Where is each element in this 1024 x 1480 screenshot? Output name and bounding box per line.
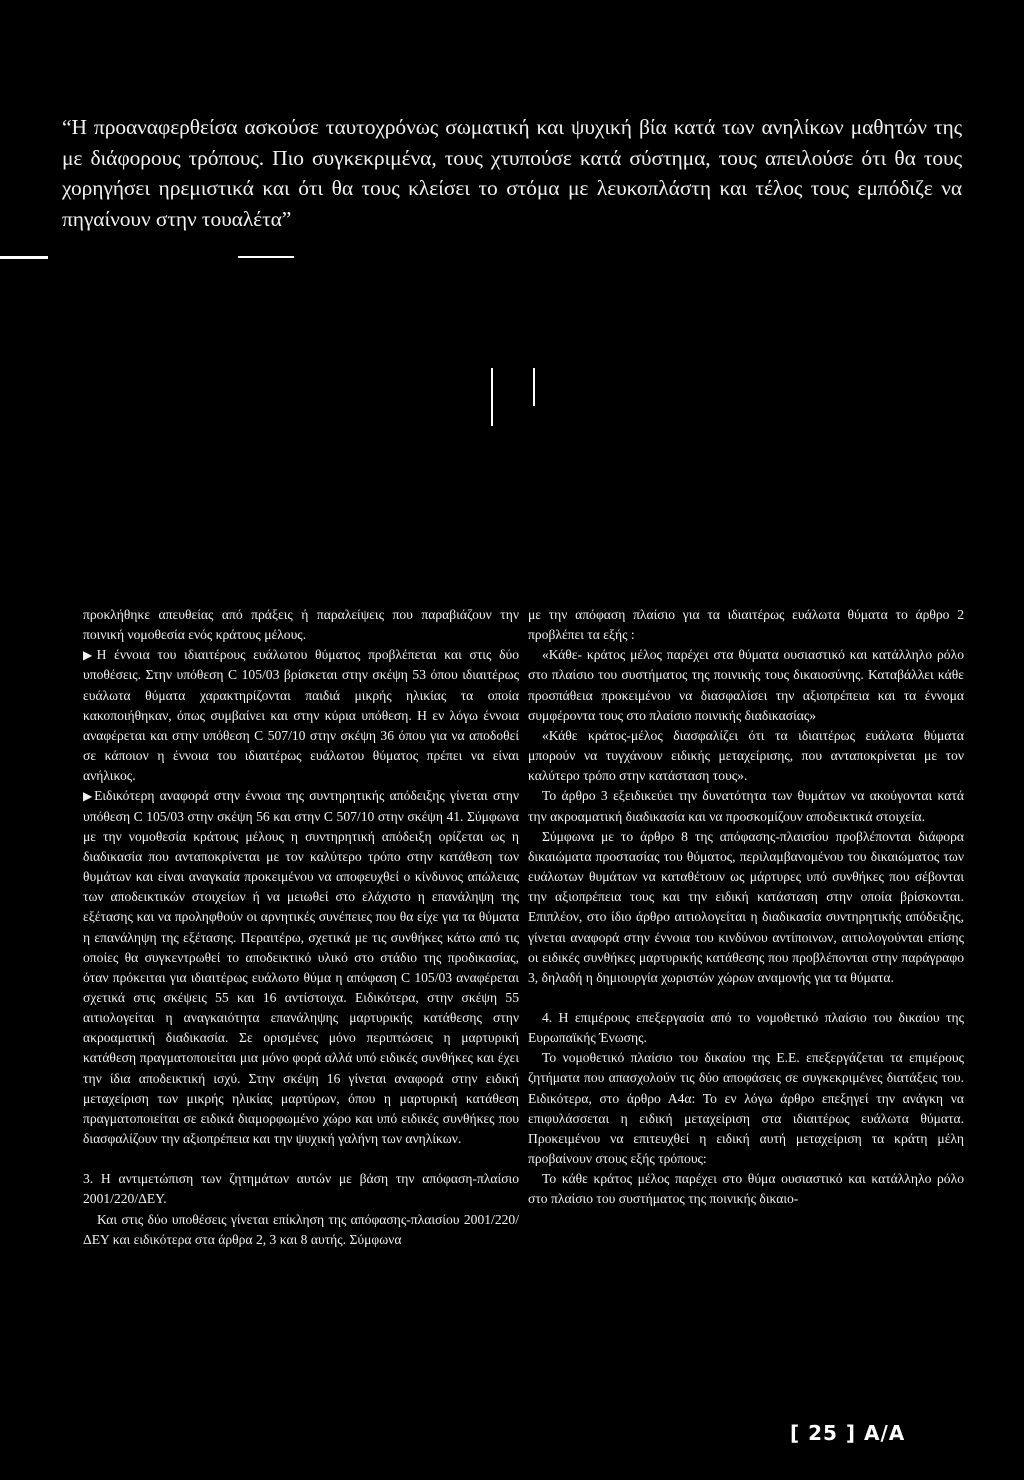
paragraph: Το άρθρο 3 εξειδικεύει την δυνατότητα των θυμάτων να ακούγονται κατά την ακροαματική διαδικασία και να προσκομίζουν αποδεικτικά στοιχεία. (528, 788, 964, 824)
paragraph: Το κάθε κράτος μέλος παρέχει στο θύμα ουσιαστικό και κατάλληλο ρόλο στο πλαίσιο του συστήματος της ποινικής δικαιο- (528, 1171, 964, 1207)
vertical-bar-left (491, 368, 493, 426)
section-heading-4: 4. Η επιμέρους επεξεργασία από το νομοθετικό πλαίσιο του δικαίου της Ευρωπαϊκής Ένωσης. (528, 1009, 964, 1046)
paragraph: Σύμφωνα με το άρθρο 8 της απόφασης-πλαισίου προβλέπονται διάφορα δικαιώματα προστασίας του θύματος, περιλαμβανομένου του δικαιώματος των ευάλωτων θυμάτων να καταθέτουν ως μάρτυρες υπό συνθήκες που σέβονται την αξιοπρέπεια τους και την ειδική κατάσταση στην οποία βρίσκονται. Επιπλέον, στο ίδιο άρθρο αιτιολογείται η διαδικασία συντηρητικής απόδειξης, γίνεται αναφορά στην έννοια του κινδύνου αντίποινων, αιτιολογούνται επίσης οι ειδικές συνθήκες μαρτυρικής κατάθεσης που προβλέπονται στην παράγραφο 3, δηλαδή η δημιουργία χωριστών χώρων αναμονής για τα θύματα. (528, 828, 964, 985)
paragraph: προκλήθηκε απευθείας από πράξεις ή παραλείψεις που παραβιάζουν την ποινική νομοθεσία ενός κράτους μέλους. (83, 607, 519, 643)
paragraph-text: Ειδικότερη αναφορά στην έννοια της συντηρητικής απόδειξης γίνεται στην υπόθεση C 105/03 στην σκέψη 56 και στην C 507/10 στην σκέψη 41. Σύμφωνα με την νομοθεσία κράτους μέλους η συντηρητική απόδειξη ορίζεται ως η διαδικασία που ανταποκρίνεται με τον καλύτερο τρόπο στην κατάθεση των θυμάτων και είναι αναγκαία προκειμένου να αποφευχθεί ο κίνδυνος απώλειας των αποδεικτικών στοιχείων ή να μειωθεί στο ελάχιστο η επανάληψη της εξέτασης και να προληφθούν οι αρνητικές συνέπειες που θα είχε για τα θύματα η επανάληψη της εξέτασης. Περαιτέρω, σχετικά με τις συνθήκες κάτω από τις οποίες θα συγκεντρωθεί το αποδεικτικό υλικό στο στάδιο της προδικασίας, όταν πρόκειται για ιδιαιτέρως ευάλωτο θύμα η απόφαση C 105/03 αναφέρεται σχετικά στις σκέψεις 55 και 16 αντίστοιχα. Ειδικότερα, στην σκέψη 55 αιτιολογείται η αναγκαιότητα επανάληψης μαρτυρικής κατάθεσης στην ακροαματική διαδικασία. Σε ορισμένες μόνο περιπτώσεις η μαρτυρική κατάθεση πραγματοποιείται μια μόνο φορά αλλά υπό ειδικές συνθήκες και έχει την ίδια αποδεικτική ισχύ. Στην σκέψη 16 γίνεται αναφορά στην ειδική μεταχείριση των μικρής ηλικίας μαρτύρων, όπου η μαρτυρική κατάθεση πραγματοποιείται σε ειδικά διαμορφωμένο χώρο και υπό ειδικές συνθήκες που διασφαλίζουν την αξιοπρέπεια και την ψυχική γαλήνη των ανηλίκων. (83, 788, 519, 1147)
quoted-article-2a: «Κάθε- κράτος μέλος παρέχει στα θύματα ουσιαστικό και κατάλληλο ρόλο στο πλαίσιο του συστήματος της ποινικής τους δικαιοσύνης. Καταβάλλει κάθε προσπάθεια προκειμένου να διασφαλίσει την αξιοπρέπεια και τα έννομα συμφέροντα τους στο πλαίσιο ποινικής διαδικασίας» (528, 647, 964, 723)
paragraph: με την απόφαση πλαίσιο για τα ιδιαιτέρως ευάλωτα θύματα το άρθρο 2 προβλέπει τα εξής : (528, 607, 964, 643)
arrow-marker-icon: ▶ (83, 789, 95, 804)
vertical-bar-right (533, 368, 535, 406)
article-column-right (528, 605, 964, 1210)
paragraph (83, 645, 519, 786)
arrow-marker-icon: ▶ (83, 648, 97, 663)
quote-rule-middle (238, 256, 294, 258)
page-number: [ 25 ] Α/Α (790, 1421, 906, 1445)
quoted-article-2b: «Κάθε κράτος-μέλος διασφαλίζει ότι τα ιδιαιτέρως ευάλωτα θύματα μπορούν να τυγχάνουν ειδικής μεταχείρισης, που ανταποκρίνεται με τον καλύτερο τρόπο στην κατάσταση τους». (528, 727, 964, 784)
paragraph: Το νομοθετικό πλαίσιο του δικαίου της Ε.Ε. επεξεργάζεται τα επιμέρους ζητήματα που απασχολούν τις δύο αποφάσεις σε συγκεκριμένες διατάξεις του. Ειδικότερα, στο άρθρο Α4α: Το εν λόγω άρθρο επεξηγεί την ανάγκη να επιφυλάσσεται η ειδική μεταχείριση στα ιδιαιτέρως ευάλωτα θύματα. Προκειμένου να επιτευχθεί η ειδική αυτή μεταχείριση τα κράτη μέλη προβαίνουν στους εξής τρόπους: (528, 1050, 964, 1167)
quote-rule-left (0, 256, 48, 259)
paragraph: Και στις δύο υποθέσεις γίνεται επίκληση της απόφασης-πλαισίου 2001/220/ΔΕΥ και ειδικότερα στα άρθρα 2, 3 και 8 αυτής. Σύμφωνα (83, 1211, 519, 1247)
article-column-left (83, 605, 519, 1250)
pull-quote: “Η προαναφερθείσα ασκούσε ταυτοχρόνως σωματική και ψυχική βία κατά των ανηλίκων μαθητών της με διάφορους τρόπους. Πιο συγκεκριμένα, τους χτυπούσε κατά σύστημα, τους απειλούσε ότι θα τους χορηγήσει ηρεμιστικά και ότι θα τους κλείσει το στόμα με λευκοπλάστη και τέλος τους εμπόδιζε να πηγαίνουν στην τουαλέτα” (62, 115, 962, 231)
paragraph (83, 786, 519, 1149)
paragraph-text: Η έννοια του ιδιαιτέρους ευάλωτου θύματος προβλέπεται και στις δύο υποθέσεις. Στην υπόθεση C 105/03 βρίσκεται στην σκέψη 53 όπου ιδιαιτέρως ευάλωτα θύματα χαρακτηρίζονται παιδιά μικρής ηλικίας τα οποία κακοποιήθηκαν, όπως συμβαίνει και στην κύρια υπόθεση. Η εν λόγω έννοια αναφέρεται και στην υπόθεση C 507/10 στην σκέψη 36 όπου για να αποδοθεί σε κάποιον η έννοια του ιδιαιτέρως ευάλωτου θύματος πρέπει να είναι ανήλικος. (83, 647, 519, 784)
section-heading-3: 3. Η αντιμετώπιση των ζητημάτων αυτών με βάση την απόφαση-πλαίσιο 2001/220/ΔΕΥ. (83, 1171, 519, 1207)
